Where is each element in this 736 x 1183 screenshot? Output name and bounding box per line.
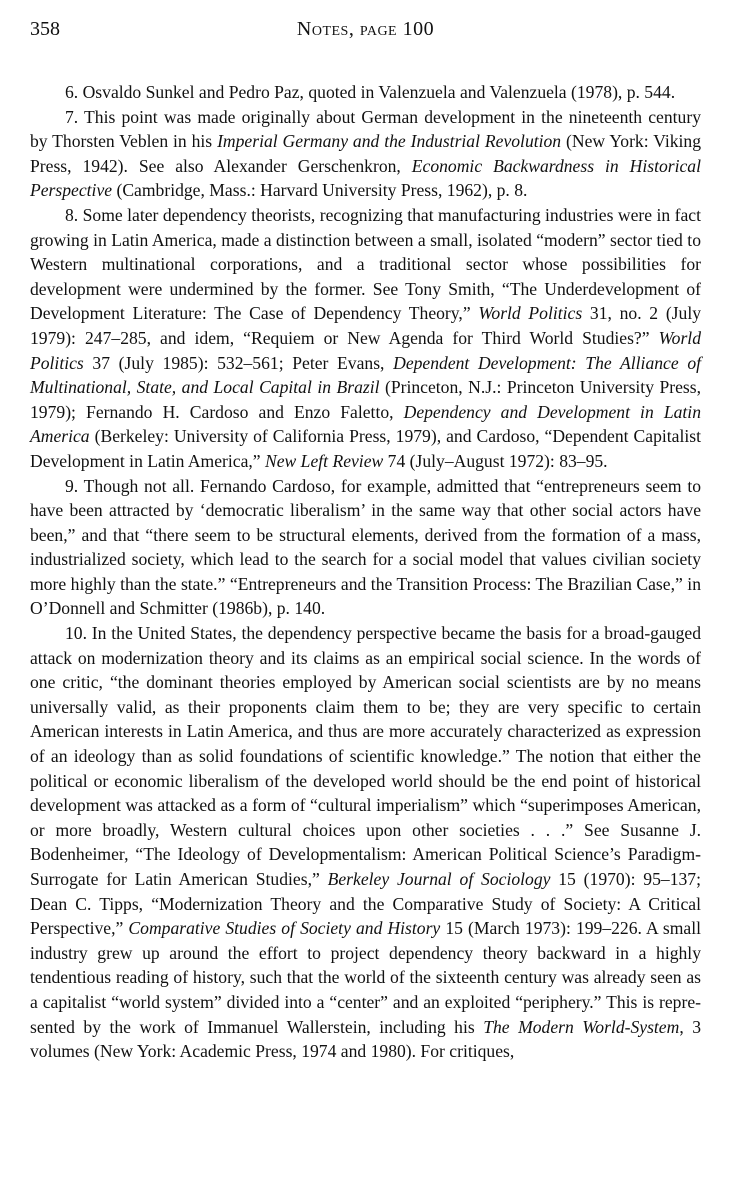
italic-title: Berkeley Journal of Sociology xyxy=(327,869,551,889)
note-text: 31, no. 2 (July 1979): 247–285, and idem, “Requiem or New Agenda for Third World Studies?” xyxy=(30,303,702,348)
note-9 xyxy=(30,474,701,622)
running-head-title: Notes, page 100 xyxy=(296,18,435,40)
endnotes xyxy=(30,80,701,1064)
note-text: 74 (July–August 1972): 83–95. xyxy=(383,450,608,471)
note-text: (Cambridge, Mass.: Harvard University Press, 1962), p. 8. xyxy=(112,180,528,201)
note-text: 9. Though not all. Fernando Cardoso, for example, admitted that “entrepreneurs seem to have been attracted by ‘democratic liberalism’ in the same way that other social actors have been,” and that “there seem to be structural elements, derived from the formation of a mass, industrialized society, which lead to the search for a social model that values civilian society more highly than the state.” “Entrepreneurs and the Transition Process: The Brazilian Case,” in O’Donnell and Schmitter (1986b), p. 140. xyxy=(30,475,701,619)
page-number: 358 xyxy=(30,18,60,40)
italic-title: World Politics xyxy=(30,327,701,373)
italic-title: Comparative Studies of Society and History xyxy=(128,918,441,939)
note-text: 6. Osvaldo Sunkel and Pedro Paz, quoted in Valenzuela and Valenzuela (1978), p. 544. xyxy=(65,82,676,102)
italic-title: World Politics xyxy=(478,303,583,324)
note-text: (Berkeley: University of California Press, 1979), and Cardoso, “Dependent Capitalist Development in Latin America,” xyxy=(30,426,701,471)
note-10 xyxy=(30,621,701,1064)
note-8 xyxy=(30,203,701,474)
italic-title: Dependency and Development in Latin America xyxy=(30,401,701,447)
note-text: 8. Some later dependency theorists, recognizing that manufacturing industries were in fact growing in Latin America, made a distinction between a small, isolated “modern” sector tied to Western multinational corporations, and a traditional sector whose possibilities for development were undermined by the former. See Tony Smith, “The Underdevelopment of Development Literature: The Case of Dependency Theory,” xyxy=(30,204,701,324)
italic-title: New Left Review xyxy=(265,450,384,471)
italic-title: Economic Backwardness in Historical Perspective xyxy=(30,155,701,201)
note-7 xyxy=(30,105,701,203)
italic-title: The Modern World-System xyxy=(483,1016,680,1037)
note-text: 37 (July 1985): 532–561; Peter Evans, xyxy=(83,352,394,373)
note-text: 15 (March 1973): 199–226. A small industry grew up around the effort to project dependency theory backward in a highly tendentious reading of history, such that the world of the sixteenth century was already seen as a capitalist “world system” divided into a “center” and an exploited “periphery.” This is represented by the work of Immanuel Wallerstein, including his xyxy=(30,918,701,1037)
note-text: (Princeton, N.J.: Princeton University Press, 1979); Fernando H. Cardoso and Enzo Faletto, xyxy=(30,377,701,422)
note-6 xyxy=(30,80,701,105)
running-head xyxy=(30,14,701,44)
italic-title: Imperial Germany and the Industrial Revolution xyxy=(217,131,562,152)
note-text: (New York: Viking Press, 1942). See also Alexander Gerschenkron, xyxy=(30,131,702,176)
note-text: 7. This point was made originally about German development in the nineteenth century by Thorsten Veblen in his xyxy=(30,106,701,152)
note-text: , 3 volumes (New York: Academic Press, 1974 and 1980). For critiques, xyxy=(30,1016,701,1062)
italic-title: Dependent Development: The Alliance of Multinational, State, and Local Capital in Brazil xyxy=(30,352,702,398)
note-text: 10. In the United States, the dependency perspective became the basis for a broad-gauged attack on modernization theory and its claims as an empirical social science. In the words of one critic, “the dominant theories employed by American social scientists are by no means universally valid, as their proponents claim them to be; they are very specific to certain American interests in Latin America, and thus are more accurately characterized as expression of an ideology than as solid foundations of scientific knowledge.” The notion that either the political or economic liberalism of the developed world should be the end point of historical development was attacked as a form of “cultural imperialism” which “superimposes American, or more broadly, Western cultural choices upon other societies . . .” See Susanne J. Bodenheimer, “The Ideology of Developmentalism: American Political Science’s Paradigm-Surrogate for Latin American Studies,” xyxy=(30,623,701,889)
note-text: 15 (1970): 95–137; Dean C. Tipps, “Modernization Theory and the Comparative Study of Society: A Critical Perspective,” xyxy=(30,869,701,939)
